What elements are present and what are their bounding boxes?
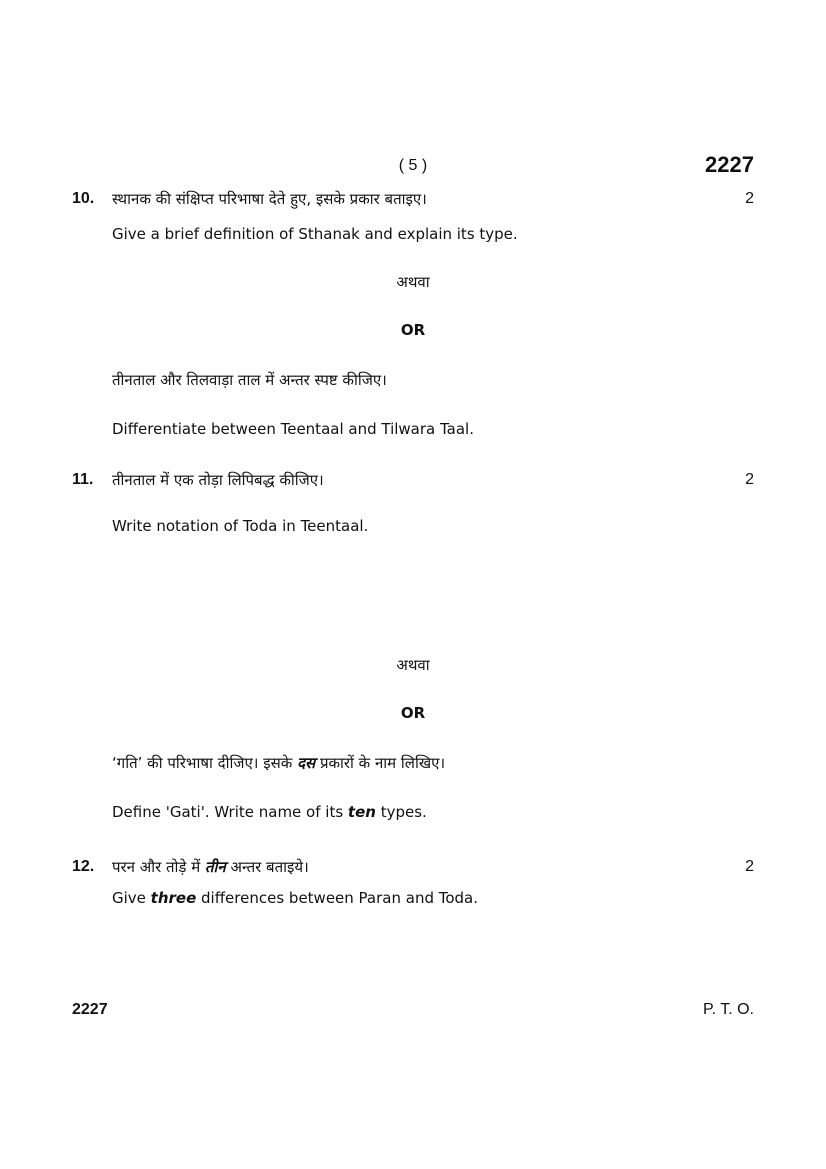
question-10-alt-hindi: तीनताल और तिलवाड़ा ताल में अन्तर स्पष्ट कीजिए। <box>112 371 387 389</box>
question-10-alt-english: Differentiate between Teentaal and Tilwara Taal. <box>112 420 474 438</box>
question-12-number: 12. <box>72 858 95 875</box>
question-11-alt-english-pre: Define 'Gati'. Write name of its <box>112 803 348 821</box>
question-11-or-english: OR <box>400 704 426 722</box>
question-12-english-pre: Give <box>112 889 151 907</box>
question-10-or-hindi: अथवा <box>396 273 430 291</box>
question-11-alt-english-emph: ten <box>347 803 376 821</box>
paper-code-header: 2227 <box>705 152 754 177</box>
question-12-hindi <box>112 857 309 877</box>
question-12-english-emph: three <box>150 889 197 907</box>
question-10-marks: 2 <box>745 190 754 207</box>
question-11-marks: 2 <box>745 471 754 488</box>
question-12-marks: 2 <box>745 858 754 875</box>
paper-code-footer: 2227 <box>72 1001 108 1018</box>
question-11-english: Write notation of Toda in Teentaal. <box>112 517 369 535</box>
question-12-english <box>112 889 478 907</box>
question-11-alt-hindi-post: प्रकारों के नाम लिखिए। <box>315 754 446 772</box>
question-11-hindi: तीनताल में एक तोड़ा लिपिबद्ध कीजिए। <box>112 471 324 489</box>
question-10-number: 10. <box>72 190 95 207</box>
question-11-or-hindi: अथवा <box>396 656 430 674</box>
page-number: ( 5 ) <box>398 157 428 174</box>
question-10-or-english: OR <box>400 321 426 339</box>
question-12-hindi-post: अन्तर बताइये। <box>225 858 309 876</box>
question-11-number: 11. <box>72 471 94 488</box>
question-11-alt-hindi-emph: दस <box>297 754 316 772</box>
question-12-english-post: differences between Paran and Toda. <box>196 889 479 907</box>
question-10-hindi: स्थानक की संक्षिप्त परिभाषा देते हुए, इसके प्रकार बताइए। <box>112 190 427 208</box>
question-12-hindi-emph: तीन <box>204 858 226 876</box>
question-11-alt-hindi-pre: ‘गति’ की परिभाषा दीजिए। इसके <box>112 754 298 772</box>
question-11-alt-hindi <box>112 753 445 773</box>
question-11-alt-english-post: types. <box>375 803 427 821</box>
question-10-english: Give a brief definition of Sthanak and explain its type. <box>112 225 518 243</box>
question-11-alt-english <box>112 803 427 821</box>
pto-label: P. T. O. <box>703 1001 754 1018</box>
question-12-hindi-pre: परन और तोड़े में <box>112 858 205 876</box>
